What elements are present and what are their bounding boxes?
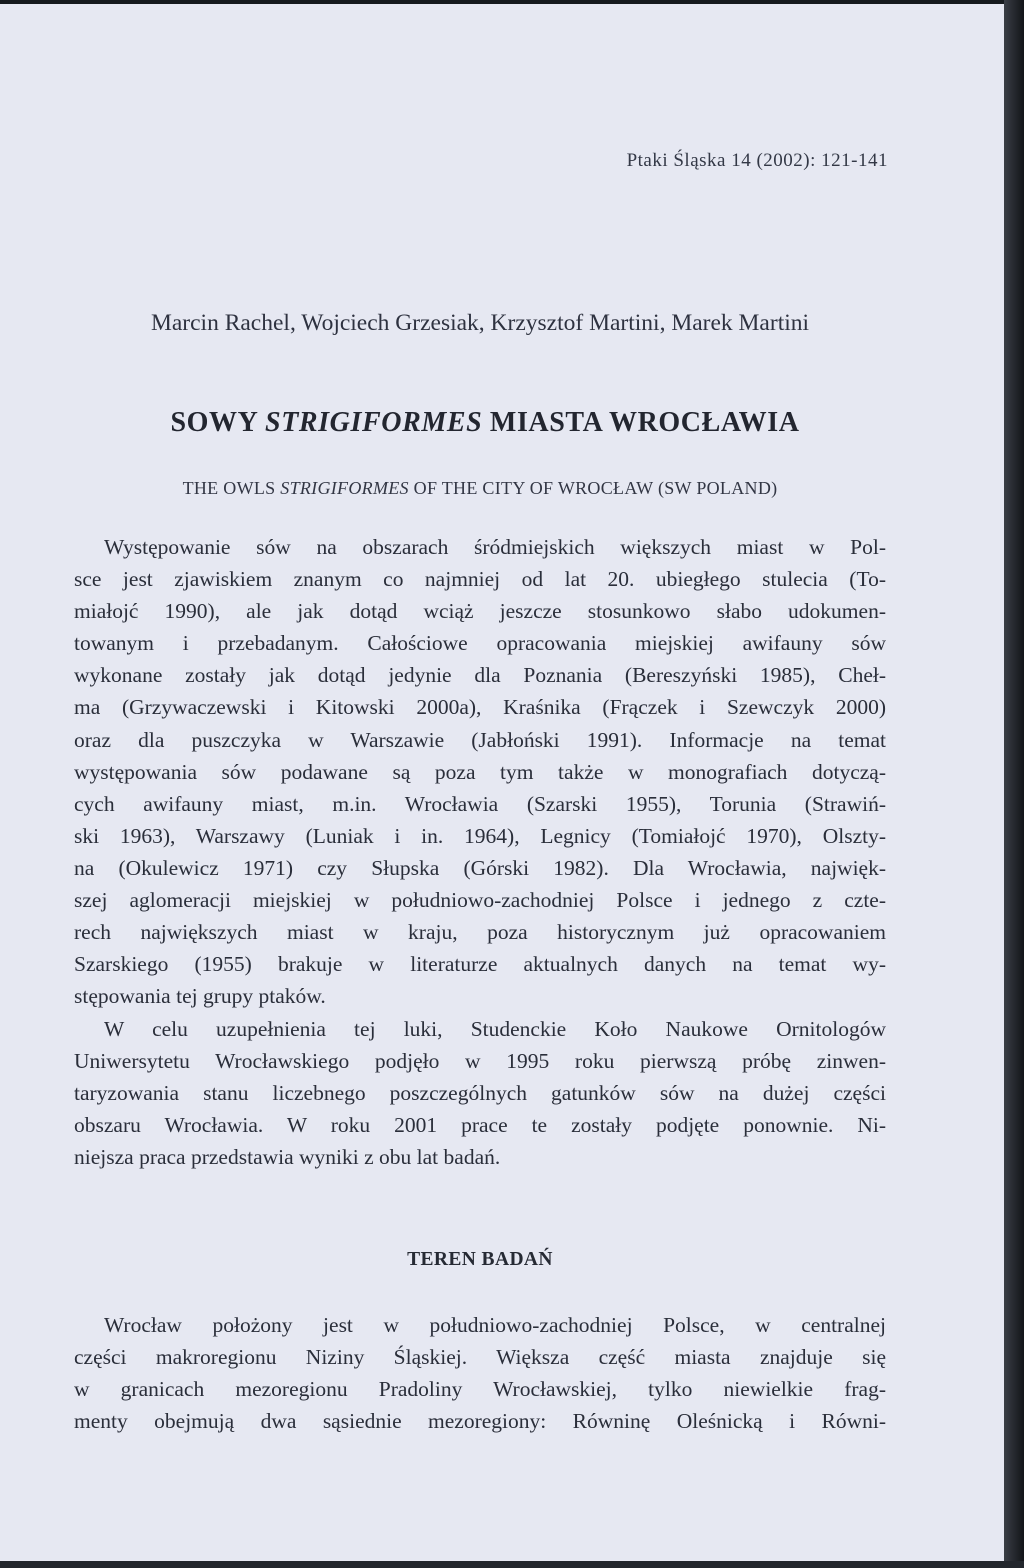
text-line: menty obejmują dwa sąsiednie mezoregiony: Równinę Oleśnicką i Równi- <box>74 1409 886 1434</box>
subtitle-part-2: OF THE CITY OF WROCŁAW (SW POLAND) <box>408 478 778 498</box>
text-line: niejsza praca przedstawia wyniki z obu lat badań. <box>74 1145 501 1170</box>
text-line: Uniwersytetu Wrocławskiego podjęło w 1995 roku pierwszą próbę zinwen- <box>74 1049 886 1074</box>
subtitle-italic: STRIGIFORMES <box>280 478 409 498</box>
intro-paragraph-1 <box>74 531 886 1012</box>
text-line: występowania sów podawane są poza tym także w monografiach dotyczą- <box>74 759 886 784</box>
text-line: cych awifauny miast, m.in. Wrocławia (Szarski 1955), Torunia (Strawiń- <box>74 791 886 816</box>
title-italic: STRIGIFORMES <box>265 407 483 438</box>
author-list: Marcin Rachel, Wojciech Grzesiak, Krzysztof Martini, Marek Martini <box>150 310 810 336</box>
text-line: stępowania tej grupy ptaków. <box>74 984 326 1009</box>
title-part-2: MIASTA WROCŁAWIA <box>482 407 800 438</box>
text-line: szej aglomeracji miejskiej w południowo-zachodniej Polsce i jednego z czte- <box>74 888 886 913</box>
text-line: na (Okulewicz 1971) czy Słupska (Górski 1982). Dla Wrocławia, najwięk- <box>74 855 886 880</box>
title-part-1: SOWY <box>170 407 266 438</box>
page-bottom-edge <box>0 1561 1024 1568</box>
intro-paragraph-2 <box>74 1013 886 1173</box>
text-line: oraz dla puszczyka w Warszawie (Jabłoński 1991). Informacje na temat <box>74 727 886 752</box>
text-line: sce jest zjawiskiem znanym co najmniej od lat 20. ubiegłego stulecia (To- <box>74 567 886 592</box>
text-line: części makroregionu Niziny Śląskiej. Większa część miasta znajduje się <box>74 1345 886 1370</box>
text-line: towanym i przebadanym. Całościowe opracowania miejskiej awifauny sów <box>74 631 886 656</box>
section-heading: TEREN BADAŃ <box>407 1249 553 1270</box>
text-line: miałojć 1990), ale jak dotąd wciąż jeszcze stosunkowo słabo udokumen- <box>74 599 886 624</box>
text-line: rech największych miast w kraju, poza historycznym już opracowaniem <box>74 920 886 945</box>
running-head: Ptaki Śląska 14 (2002): 121-141 <box>626 150 888 171</box>
text-line: Występowanie sów na obszarach śródmiejskich większych miast w Pol- <box>104 535 886 559</box>
article-title <box>0 407 970 439</box>
text-line: W celu uzupełnienia tej luki, Studenckie Koło Naukowe Ornitologów <box>104 1017 886 1041</box>
text-line: wykonane zostały jak dotąd jedynie dla Poznania (Bereszyński 1985), Cheł- <box>74 663 886 688</box>
text-line: ma (Grzywaczewski i Kitowski 2000a), Kraśnika (Frączek i Szewczyk 2000) <box>74 695 886 720</box>
text-line: w granicach mezoregionu Pradoliny Wrocławskiej, tylko niewielkie frag- <box>74 1377 886 1402</box>
text-line: obszaru Wrocławia. W roku 2001 prace te zostały podjęte ponownie. Ni- <box>74 1113 886 1138</box>
text-line: Wrocław położony jest w południowo-zachodniej Polsce, w centralnej <box>104 1313 886 1337</box>
study-area-paragraph <box>74 1309 886 1437</box>
text-line: ski 1963), Warszawy (Luniak i in. 1964), Legnicy (Tomiałojć 1970), Olszty- <box>74 823 886 848</box>
text-line: Szarskiego (1955) brakuje w literaturze aktualnych danych na temat wy- <box>74 952 886 977</box>
page-edge-shadow <box>1004 0 1024 1568</box>
document-page <box>0 4 1004 1561</box>
article-subtitle <box>0 478 960 499</box>
subtitle-part-1: THE OWLS <box>182 478 281 498</box>
text-line: taryzowania stanu liczebnego poszczególnych gatunków sów na dużej części <box>74 1081 886 1106</box>
